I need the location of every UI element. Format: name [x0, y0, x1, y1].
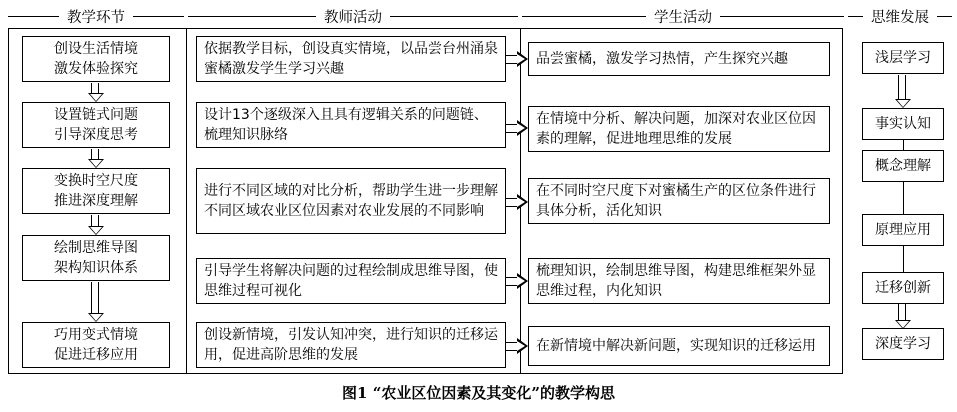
stage-arrow-3-4 — [88, 215, 104, 235]
figure-caption: 图1 “农业区位因素及其变化”的教学构思 — [342, 384, 615, 402]
student-box-2 — [528, 106, 830, 152]
thinking-link-3-4 — [903, 182, 904, 214]
teacher-text: 引导学生将解决问题的过程绘制成思维导图，使思维过程可视化 — [204, 262, 498, 299]
stage-arrow-1-2 — [88, 83, 104, 102]
stage-line-1: 变换时空尺度 — [54, 172, 138, 189]
thinking-link-2-3 — [903, 140, 904, 150]
stage-box-4 — [22, 235, 170, 281]
header-rule-left — [522, 16, 646, 17]
header-rule-left — [8, 16, 59, 17]
divider-stage-teacher — [186, 28, 187, 374]
column-header-teacher-activity — [188, 6, 518, 26]
header-label: 学生活动 — [654, 9, 712, 26]
header-rule-left — [848, 16, 863, 17]
student-text: 在不同时空尺度下对蜜橘生产的区位条件进行具体分析，活化知识 — [536, 182, 816, 219]
header-label: 思维发展 — [871, 9, 929, 26]
thinking-box-5 — [862, 272, 944, 304]
teacher-student-arrow-4 — [506, 277, 528, 286]
teacher-text: 进行不同区域的对比分析，帮助学生进一步理解不同区域农业区位因素对农业发展的不同影响 — [204, 182, 498, 219]
teacher-text: 创设新情境，引发认知冲突，进行知识的迁移运用，促进高阶思维的发展 — [204, 326, 498, 363]
stage-line-2: 激发体验探究 — [54, 61, 138, 77]
header-rule-left — [188, 16, 316, 17]
stage-box-3 — [22, 168, 170, 214]
student-text: 在情境中分析、解决问题，加深对农业区位因素的理解，促进地理思维的发展 — [536, 110, 816, 147]
student-text: 品尝蜜橘，激发学习热情，产生探究兴趣 — [536, 50, 788, 67]
column-header-teaching-stage — [8, 6, 184, 26]
thinking-label: 迁移创新 — [875, 279, 931, 296]
student-box-1 — [528, 42, 830, 76]
student-box-4 — [528, 258, 830, 304]
student-box-5 — [528, 326, 830, 366]
column-header-student-activity — [522, 6, 844, 26]
student-text: 在新情境中解决新问题，实现知识的迁移运用 — [536, 337, 816, 354]
thinking-link-4-5 — [903, 246, 904, 272]
teacher-student-arrow-1 — [506, 55, 528, 64]
teacher-box-2 — [196, 102, 506, 148]
teacher-student-arrow-3 — [506, 198, 528, 207]
teacher-box-4 — [196, 258, 506, 304]
header-rule-right — [133, 16, 184, 17]
teacher-text: 设计13个逐级深入且具有逻辑关系的问题链、梳理知识脉络 — [204, 106, 488, 143]
teacher-box-1 — [196, 36, 506, 82]
stage-line-1: 巧用变式情境 — [54, 326, 138, 343]
stage-line-1: 设置链式问题 — [54, 106, 138, 123]
stage-arrow-2-3 — [88, 149, 104, 168]
student-text: 梳理知识，绘制思维导图，构建思维框架外显思维过程，内化知识 — [536, 262, 816, 299]
stage-box-5 — [22, 322, 170, 368]
stage-arrow-4-5 — [88, 282, 104, 322]
teacher-box-5 — [196, 322, 506, 368]
thinking-label: 事实认知 — [875, 115, 931, 132]
stage-line-2: 架构知识体系 — [54, 260, 138, 276]
thinking-arrow-transfer-to-deep — [895, 304, 911, 329]
student-box-3 — [528, 178, 830, 224]
thinking-label: 概念理解 — [875, 157, 931, 174]
header-label: 教师活动 — [324, 9, 382, 26]
header-rule-right — [937, 16, 952, 17]
header-label: 教学环节 — [67, 9, 125, 26]
stage-box-2 — [22, 102, 170, 148]
thinking-label: 深度学习 — [875, 335, 931, 352]
thinking-box-3 — [862, 150, 944, 182]
stage-box-1 — [22, 36, 170, 82]
teacher-student-arrow-5 — [506, 342, 528, 351]
stage-line-1: 创设生活情境 — [54, 40, 138, 57]
teacher-box-3 — [196, 168, 506, 234]
column-header-thinking-development — [848, 6, 952, 26]
thinking-label: 原理应用 — [875, 221, 931, 238]
header-rule-right — [720, 16, 844, 17]
teacher-text: 依据教学目标，创设真实情境，以品尝台州涌泉蜜橘激发学生学习兴趣 — [204, 40, 498, 77]
teacher-student-arrow-2 — [506, 124, 528, 133]
stage-line-2: 推进深度理解 — [54, 193, 138, 209]
thinking-label: 浅层学习 — [875, 49, 931, 66]
stage-line-2: 引导深度思考 — [54, 127, 138, 143]
thinking-box-2 — [862, 108, 944, 140]
stage-line-1: 绘制思维导图 — [54, 239, 138, 256]
thinking-box-1 — [862, 42, 944, 74]
header-rule-right — [390, 16, 518, 17]
thinking-arrow-shallow-to-fact — [895, 75, 911, 108]
thinking-box-4 — [862, 214, 944, 246]
thinking-box-6 — [862, 328, 944, 360]
stage-line-2: 促进迁移应用 — [54, 347, 138, 363]
